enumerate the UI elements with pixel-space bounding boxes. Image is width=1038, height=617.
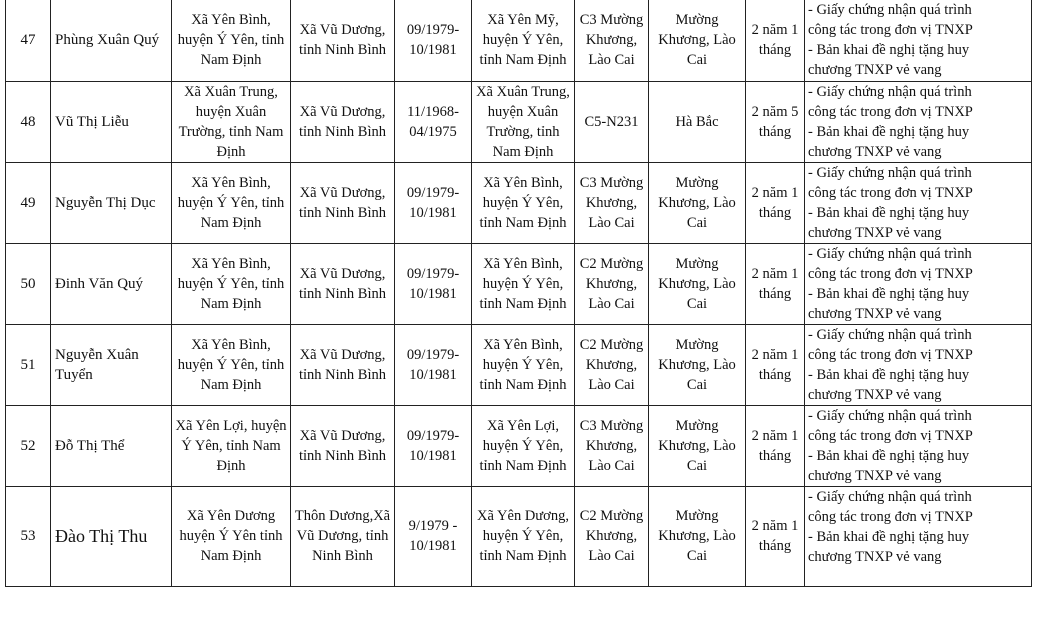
- residence: Xã Vũ Dương, tỉnh Ninh Bình: [291, 405, 395, 486]
- person-name: Đinh Văn Quý: [51, 243, 172, 324]
- doc-line: công tác trong đơn vị TNXP: [808, 346, 973, 363]
- documents: [805, 405, 1032, 486]
- table-row: [6, 162, 1032, 243]
- doc-line: - Bản khai đề nghị tặng huy: [808, 204, 970, 221]
- service-location: Mường Khương, Lào Cai: [649, 243, 746, 324]
- doc-line: - Giấy chứng nhận quá trình: [808, 488, 972, 505]
- service-period: 09/1979-10/1981: [395, 405, 472, 486]
- documents: [805, 243, 1032, 324]
- enlist-place: Xã Yên Bình, huyện Ý Yên, tỉnh Nam Định: [472, 243, 575, 324]
- enlist-place: Xã Yên Dương, huyện Ý Yên, tỉnh Nam Định: [472, 486, 575, 586]
- person-name: Nguyễn Thị Dục: [51, 162, 172, 243]
- doc-line: công tác trong đơn vị TNXP: [808, 508, 973, 525]
- residence: Xã Vũ Dương, tỉnh Ninh Bình: [291, 81, 395, 162]
- doc-line: - Bản khai đề nghị tặng huy: [808, 285, 970, 302]
- doc-line: - Giấy chứng nhận quá trình: [808, 83, 972, 100]
- doc-line: - Bản khai đề nghị tặng huy: [808, 42, 970, 58]
- unit: C2 Mường Khương, Lào Cai: [575, 243, 649, 324]
- table-row: [6, 324, 1032, 405]
- doc-line: công tác trong đơn vị TNXP: [808, 22, 973, 38]
- person-name: Vũ Thị Liễu: [51, 81, 172, 162]
- hometown: Xã Yên Bình, huyện Ý Yên, tỉnh Nam Định: [172, 243, 291, 324]
- person-name: Đào Thị Thu: [51, 486, 172, 586]
- service-duration: 2 năm 5 tháng: [746, 81, 805, 162]
- doc-line: - Bản khai đề nghị tặng huy: [808, 366, 970, 383]
- service-period: 9/1979 - 10/1981: [395, 486, 472, 586]
- unit: C2 Mường Khương, Lào Cai: [575, 486, 649, 586]
- hometown: Xã Yên Dương huyện Ý Yên tỉnh Nam Định: [172, 486, 291, 586]
- hometown: Xã Yên Lợi, huyện Ý Yên, tỉnh Nam Định: [172, 405, 291, 486]
- service-duration: 2 năm 1 tháng: [746, 486, 805, 586]
- row-number: 50: [6, 243, 51, 324]
- service-period: 09/1979-10/1981: [395, 243, 472, 324]
- doc-line: chương TNXP vẻ vang: [808, 224, 942, 241]
- service-location: Mường Khương, Lào Cai: [649, 324, 746, 405]
- person-name: Phùng Xuân Quý: [51, 0, 172, 81]
- row-number: 49: [6, 162, 51, 243]
- enlist-place: Xã Xuân Trung, huyện Xuân Trường, tỉnh Nam Định: [472, 81, 575, 162]
- doc-line: công tác trong đơn vị TNXP: [808, 265, 973, 282]
- doc-line: công tác trong đơn vị TNXP: [808, 103, 973, 120]
- documents: [805, 162, 1032, 243]
- residence: Xã Vũ Dương, tỉnh Ninh Bình: [291, 0, 395, 81]
- doc-line: chương TNXP vẻ vang: [808, 386, 942, 403]
- service-duration: 2 năm 1 tháng: [746, 243, 805, 324]
- row-number: 51: [6, 324, 51, 405]
- doc-line: chương TNXP vẻ vang: [808, 548, 942, 565]
- person-name: Nguyễn Xuân Tuyển: [51, 324, 172, 405]
- doc-line: chương TNXP vẻ vang: [808, 467, 942, 484]
- person-name: Đỗ Thị Thể: [51, 405, 172, 486]
- table-row: [6, 81, 1032, 162]
- table-row: [6, 486, 1032, 586]
- unit: C3 Mường Khương, Lào Cai: [575, 405, 649, 486]
- service-period: 11/1968-04/1975: [395, 81, 472, 162]
- records-body: [6, 0, 1032, 586]
- unit: C3 Mường Khương, Lào Cai: [575, 0, 649, 81]
- enlist-place: Xã Yên Lợi, huyện Ý Yên, tỉnh Nam Định: [472, 405, 575, 486]
- hometown: Xã Yên Bình, huyện Ý Yên, tỉnh Nam Định: [172, 324, 291, 405]
- doc-line: chương TNXP vẻ vang: [808, 62, 942, 78]
- records-table: [5, 0, 1032, 587]
- documents: [805, 0, 1032, 81]
- service-duration: 2 năm 1 tháng: [746, 0, 805, 81]
- doc-line: - Giấy chứng nhận quá trình: [808, 245, 972, 262]
- documents: [805, 486, 1032, 586]
- documents: [805, 81, 1032, 162]
- table-row: [6, 405, 1032, 486]
- residence: Xã Vũ Dương, tỉnh Ninh Bình: [291, 162, 395, 243]
- enlist-place: Xã Yên Bình, huyện Ý Yên, tỉnh Nam Định: [472, 324, 575, 405]
- enlist-place: Xã Yên Bình, huyện Ý Yên, tỉnh Nam Định: [472, 162, 575, 243]
- unit: C3 Mường Khương, Lào Cai: [575, 162, 649, 243]
- service-period: 09/1979-10/1981: [395, 162, 472, 243]
- service-duration: 2 năm 1 tháng: [746, 405, 805, 486]
- table-row: [6, 0, 1032, 81]
- service-period: 09/1979-10/1981: [395, 324, 472, 405]
- doc-line: - Giấy chứng nhận quá trình: [808, 164, 972, 181]
- residence: Xã Vũ Dương, tỉnh Ninh Bình: [291, 243, 395, 324]
- doc-line: - Giấy chứng nhận quá trình: [808, 326, 972, 343]
- service-location: Mường Khương, Lào Cai: [649, 405, 746, 486]
- doc-line: - Bản khai đề nghị tặng huy: [808, 447, 970, 464]
- residence: Thôn Dương,Xã Vũ Dương, tỉnh Ninh Bình: [291, 486, 395, 586]
- row-number: 47: [6, 0, 51, 81]
- row-number: 52: [6, 405, 51, 486]
- row-number: 48: [6, 81, 51, 162]
- residence: Xã Vũ Dương, tỉnh Ninh Bình: [291, 324, 395, 405]
- service-period: 09/1979-10/1981: [395, 0, 472, 81]
- hometown: Xã Yên Bình, huyện Ý Yên, tỉnh Nam Định: [172, 0, 291, 81]
- doc-line: công tác trong đơn vị TNXP: [808, 184, 973, 201]
- doc-line: - Giấy chứng nhận quá trình: [808, 2, 972, 18]
- unit: C2 Mường Khương, Lào Cai: [575, 324, 649, 405]
- service-duration: 2 năm 1 tháng: [746, 324, 805, 405]
- unit: C5-N231: [575, 81, 649, 162]
- doc-line: chương TNXP vẻ vang: [808, 143, 942, 160]
- documents: [805, 324, 1032, 405]
- doc-line: chương TNXP vẻ vang: [808, 305, 942, 322]
- row-number: 53: [6, 486, 51, 586]
- doc-line: - Giấy chứng nhận quá trình: [808, 407, 972, 424]
- service-location: Hà Bắc: [649, 81, 746, 162]
- service-duration: 2 năm 1 tháng: [746, 162, 805, 243]
- enlist-place: Xã Yên Mỹ, huyện Ý Yên, tỉnh Nam Định: [472, 0, 575, 81]
- doc-line: - Bản khai đề nghị tặng huy: [808, 528, 970, 545]
- service-location: Mường Khương, Lào Cai: [649, 0, 746, 81]
- doc-line: công tác trong đơn vị TNXP: [808, 427, 973, 444]
- doc-line: - Bản khai đề nghị tặng huy: [808, 123, 970, 140]
- service-location: Mường Khương, Lào Cai: [649, 162, 746, 243]
- hometown: Xã Xuân Trung, huyện Xuân Trường, tỉnh Nam Định: [172, 81, 291, 162]
- table-row: [6, 243, 1032, 324]
- service-location: Mường Khương, Lào Cai: [649, 486, 746, 586]
- hometown: Xã Yên Bình, huyện Ý Yên, tỉnh Nam Định: [172, 162, 291, 243]
